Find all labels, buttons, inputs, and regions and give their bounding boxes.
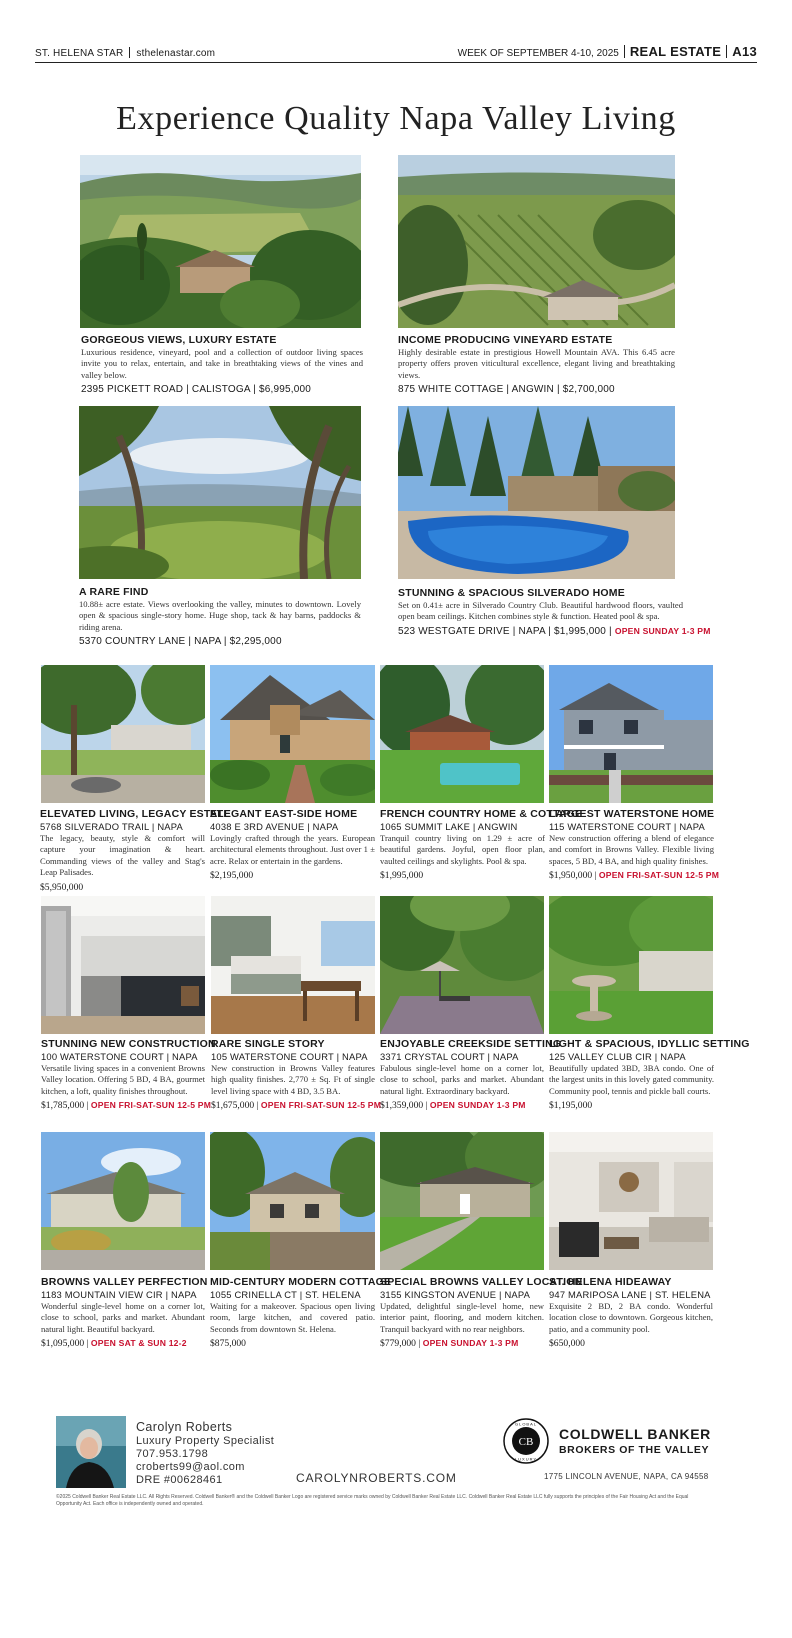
listing-price-text: $1,195,000 [549,1100,593,1112]
listing-card [549,1038,750,1113]
listing-price-text: $1,095,000 | [41,1338,91,1350]
issue-week: WEEK OF SEPTEMBER 4-10, 2025 [457,48,619,59]
listing-name: MID-CENTURY MODERN COTTAGE [210,1276,392,1288]
listing-price-text: $1,785,000 | [41,1100,91,1112]
open-house-badge: OPEN SUNDAY 1-3 PM [614,625,711,636]
header-left [35,47,215,59]
listing-address: 115 WATERSTONE COURT | NAPA [549,821,705,832]
agent-phone[interactable]: 707.953.1798 [136,1448,209,1460]
listing-name: ELEVATED LIVING, LEGACY ESTATE [40,808,231,820]
section-name: REAL ESTATE [629,44,722,59]
header-divider [726,45,727,58]
listing-card [549,1276,713,1351]
agent-name: Carolyn Roberts [136,1420,233,1434]
paper-name: ST. HELENA STAR [35,48,124,59]
listing-photo-kitchen [41,896,205,1034]
listing-description: Set on 0.41± acre in Silverado Country Club. Beautiful hardwood floors, vaulted open beam ceilings. Kitchen combines style & function. Heated pool & spa. [398,600,683,622]
listing-description: Luxurious residence, vineyard, pool and a collection of outdoor living spaces invite you to relax, entertain, and take in breathtaking views of the vines and valley below. [81,347,363,380]
listing-price-text: $5,950,000 [40,881,84,893]
listing-price [549,1098,714,1113]
listing-photo-pool-home [398,406,675,579]
agent-website[interactable]: CAROLYNROBERTS.COM [296,1471,457,1485]
listing-name: INCOME PRODUCING VINEYARD ESTATE [398,334,613,346]
listing-address: 125 VALLEY CLUB CIR | NAPA [549,1051,686,1062]
legal-disclaimer: ©2025 Coldwell Banker Real Estate LLC. All Rights Reserved. Coldwell Banker® and the Coldwell Banker Logo are registered service marks owned by Coldwell Banker Real Estate LLC. Coldwell Banker Real Estate LLC fully supports the principles of the Fair Housing Act and the Equal Opportunity Act. Each office is independently owned and operated. [56,1494,689,1507]
listing-price [380,868,545,883]
listing-price [549,868,720,883]
listing-name: LIGHT & SPACIOUS, IDYLLIC SETTING [549,1038,750,1050]
listing-card [210,1276,392,1351]
page-header [35,44,757,63]
coldwell-banker-global-luxury-logo [503,1418,549,1464]
listing-address: 1183 MOUNTAIN VIEW CIR | NAPA [41,1289,197,1300]
listing-price [210,1336,375,1351]
listing-card [79,586,361,648]
listing-name: ELEGANT EAST-SIDE HOME [210,808,358,820]
listing-description: Highly desirable estate in prestigious Howell Mountain AVA. This 6.45 acre property offers proven viticultural excellence, elegant living and breathtaking views. [398,347,675,380]
listing-name: RARE SINGLE STORY [211,1038,325,1050]
agent-email[interactable]: croberts99@aol.com [136,1461,245,1473]
listing-photo-condo-fountain [549,896,713,1034]
brokerage-address: 1775 LINCOLN AVENUE, NAPA, CA 94558 [544,1472,709,1481]
listing-description: New construction in Browns Valley features high quality finishes. 2,770 ± Sq. Ft of single level living space with 4 BD, 3.5 BA. [211,1063,375,1096]
listing-photo-legacy-estate [41,665,205,803]
listing-price [211,1098,382,1113]
listing-name: ST. HELENA HIDEAWAY [549,1276,672,1288]
listing-description: Wonderful single-level home on a corner lot, close to school, parks and market. Abundant natural light. Beautiful backyard. [41,1301,205,1334]
listing-price-text: $875,000 [210,1338,246,1350]
listing-price-text: $650,000 [549,1338,585,1350]
listing-name: FRENCH COUNTRY HOME & COTTAGE [380,808,583,820]
listing-description: Exquisite 2 BD, 2 BA condo. Wonderful location close to downtown. Gorgeous kitchen, patio, and a community pool. [549,1301,713,1334]
listing-description: 10.88± acre estate. Views overlooking the valley, minutes to downtown. Lovely open & spacious single-story home. Huge shop, tack & hay barns, paddocks & riding arena. [79,599,361,632]
logo-monogram: CB [518,1436,534,1448]
listing-description: Updated, delightful single-level home, new interior paint, flooring, and modern kitchen. Tranquil backyard with no rear neighbors. [380,1301,544,1334]
listing-price-text: $1,675,000 | [211,1100,261,1112]
listing-photo-creekside-deck [380,896,544,1034]
listing-photo-dining-kitchen [211,896,375,1034]
listing-name: BROWNS VALLEY PERFECTION [41,1276,208,1288]
listing-photo-country-pool [380,665,544,803]
open-house-badge: OPEN SUNDAY 1-3 PM [422,1338,519,1349]
listing-photo-waterstone-home [549,665,713,803]
listing-price-text: $1,995,000 [380,870,424,882]
page-number: A13 [732,44,757,59]
listing-photo-mid-century [210,1132,375,1270]
listing-photo-hideaway-living [549,1132,713,1270]
listing-card [549,808,720,883]
listing-photo-tudor-home [210,665,375,803]
open-house-badge: OPEN SUNDAY 1-3 PM [429,1100,526,1111]
listing-price [210,868,375,883]
listing-price-text: $2,195,000 [210,870,254,882]
agent-contact [136,1420,274,1487]
listing-description: The legacy, beauty, style & comfort will capture your imagination & heart. Commanding views of the valley and Stag's Leap Palisades. [40,833,205,878]
header-divider [624,45,625,58]
listing-address: 5768 SILVERADO TRAIL | NAPA [40,821,183,832]
agent-title: Luxury Property Specialist [136,1435,275,1447]
listing-name: A RARE FIND [79,586,149,598]
listing-name: ENJOYABLE CREEKSIDE SETTING [380,1038,562,1050]
listing-address: 100 WATERSTONE COURT | NAPA [41,1051,198,1062]
open-house-badge: OPEN FRI-SAT-SUN 12-5 PM [598,870,720,881]
listing-photo-oak-view [79,406,361,579]
listing-address: 1065 SUMMIT LAKE | ANGWIN [380,821,518,832]
open-house-badge: OPEN FRI-SAT-SUN 12-5 PM [260,1100,382,1111]
listing-card [41,1038,216,1113]
listing-address-price: 875 WHITE COTTAGE | ANGWIN | $2,700,000 [398,384,615,396]
listing-description: Fabulous single-level home on a corner lot, close to school, parks and market. Abundant natural light. Extraordinary backyard. [380,1063,544,1096]
listing-photo-browns-valley [41,1132,205,1270]
listing-description: Beautifully updated 3BD, 3BA condo. One of the largest units in this lovely gated community. Community pool, tennis and pickle ball courts. [549,1063,714,1096]
listing-address-price: 5370 COUNTRY LANE | NAPA | $2,295,000 [79,636,282,648]
listing-name: STUNNING NEW CONSTRUCTION [41,1038,216,1050]
listing-price [380,1336,544,1351]
open-house-badge: OPEN FRI-SAT-SUN 12-5 PM [90,1100,212,1111]
listing-price [40,880,205,895]
listing-card [40,808,231,895]
listing-address: 1055 CRINELLA CT | ST. HELENA [210,1289,361,1300]
listing-description: Waiting for a makeover. Spacious open living room, large kitchen, and covered patio. Seconds from downtown St. Helena. [210,1301,375,1334]
listing-address-text: 523 WESTGATE DRIVE | NAPA | $1,995,000 | [398,625,615,637]
listing-name: STUNNING & SPACIOUS SILVERADO HOME [398,587,625,599]
listing-address: 947 MARIPOSA LANE | ST. HELENA [549,1289,711,1300]
listing-price [41,1098,212,1113]
logo-ring-top: GLOBAL [514,1421,538,1427]
listing-card [41,1276,208,1351]
listing-price [549,1336,713,1351]
open-house-badge: OPEN SAT & SUN 12-2 [90,1338,187,1349]
listing-photo-kingston-home [380,1132,544,1270]
listing-address: 4038 E 3RD AVENUE | NAPA [210,821,339,832]
listing-address-price: 2395 PICKETT ROAD | CALISTOGA | $6,995,000 [81,384,312,396]
listing-description: Lovingly crafted through the years. European architectural elements throughout. Just over 1 ± acre. Relax or entertain in the gardens. [210,833,375,866]
listing-description: New construction offering a blend of elegance and comfort in Browns Valley. Flexible living spaces, 5 BD, 4 BA, and high quality finishes. [549,833,714,866]
listing-price-text: $1,950,000 | [549,870,599,882]
listing-description: Versatile living spaces in a convenient Browns Valley location. Offering 5 BD, 4 BA, gourmet kitchen, a loft, quality finishes throughout. [41,1063,205,1096]
listing-card [398,334,675,396]
listing-card [81,334,363,396]
listing-address-price [398,625,711,638]
listing-card [380,1038,562,1113]
listing-address: 3155 KINGSTON AVENUE | NAPA [380,1289,531,1300]
paper-site: sthelenastar.com [136,48,216,59]
brokerage-name: COLDWELL BANKER [559,1426,711,1442]
listing-price-text: $1,359,000 | [380,1100,430,1112]
listing-price [41,1336,205,1351]
brokerage-subtitle: BROKERS OF THE VALLEY [559,1444,710,1456]
listing-name: LARGEST WATERSTONE HOME [549,808,715,820]
agent-photo [56,1416,126,1488]
listing-photo-vineyard-estate [398,155,675,328]
listing-card [210,808,375,883]
listing-address: 105 WATERSTONE COURT | NAPA [211,1051,368,1062]
listing-name: GORGEOUS VIEWS, LUXURY ESTATE [81,334,277,346]
logo-ring-bottom: LUXURY [514,1456,538,1462]
header-right [458,44,757,59]
listing-photo-vineyard-valley [80,155,361,328]
page-title: Experience Quality Napa Valley Living [116,100,676,137]
listing-card [211,1038,382,1113]
listing-description: Tranquil country living on 1.29 ± acre of beautiful gardens. Joyful, open floor plan, vaulted ceilings and skylights. Pool & spa. [380,833,545,866]
listing-price-text: $779,000 | [380,1338,423,1350]
listing-name: SPECIAL BROWNS VALLEY LOCATION [380,1276,583,1288]
listing-price [380,1098,544,1113]
header-divider [129,47,130,58]
listing-address: 3371 CRYSTAL COURT | NAPA [380,1051,519,1062]
agent-license: DRE #00628461 [136,1474,223,1486]
listing-card [398,587,711,638]
